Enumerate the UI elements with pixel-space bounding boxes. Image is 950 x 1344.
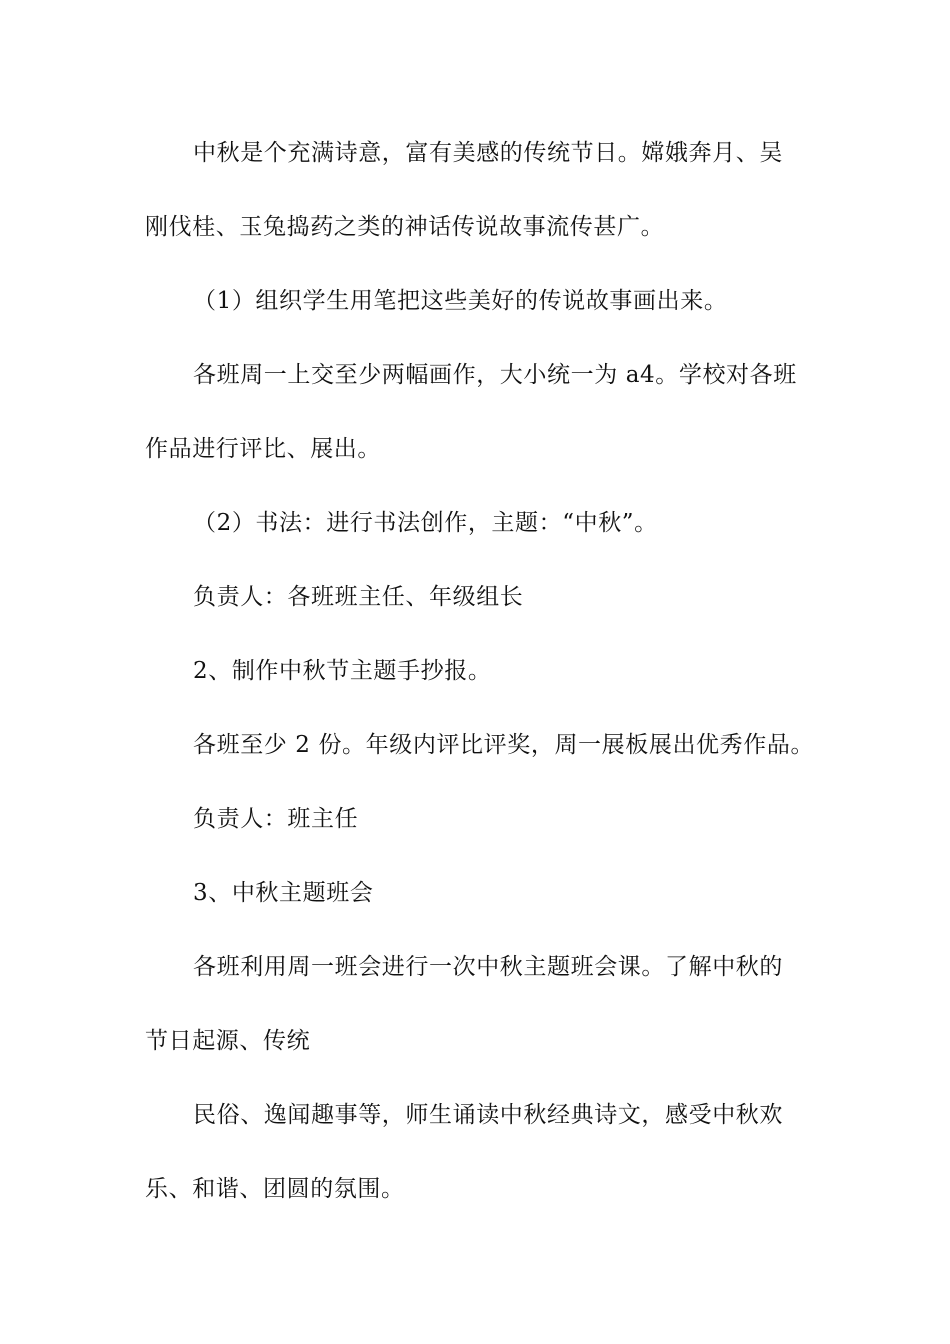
paragraph-line: 乐、和谐、团圆的氛围。	[145, 1176, 405, 1202]
paragraph-line: 负责人：班主任	[193, 806, 359, 832]
paragraph-line: 各班至少 2 份。年级内评比评奖，周一展板展出优秀作品。	[193, 732, 815, 758]
paragraph-line: （1）组织学生用笔把这些美好的传说故事画出来。	[193, 288, 728, 314]
paragraph-line: 民俗、逸闻趣事等，师生诵读中秋经典诗文，感受中秋欢	[193, 1102, 783, 1128]
paragraph-line: 各班利用周一班会进行一次中秋主题班会课。了解中秋的	[193, 954, 783, 980]
paragraph-line: 中秋是个充满诗意，富有美感的传统节日。嫦娥奔月、吴	[193, 140, 783, 166]
paragraph-line: 刚伐桂、玉兔捣药之类的神话传说故事流传甚广。	[145, 214, 665, 240]
paragraph-line: 节日起源、传统	[145, 1028, 311, 1054]
paragraph-line: 负责人：各班班主任、年级组长	[193, 584, 524, 610]
paragraph-line: 作品进行评比、展出。	[145, 436, 381, 462]
paragraph-line: 2、制作中秋节主题手抄报。	[193, 658, 492, 684]
paragraph-line: 各班周一上交至少两幅画作，大小统一为 a4。学校对各班	[193, 362, 797, 388]
paragraph-line: （2）书法：进行书法创作，主题：“中秋”。	[193, 510, 658, 536]
paragraph-line: 3、中秋主题班会	[193, 880, 374, 906]
